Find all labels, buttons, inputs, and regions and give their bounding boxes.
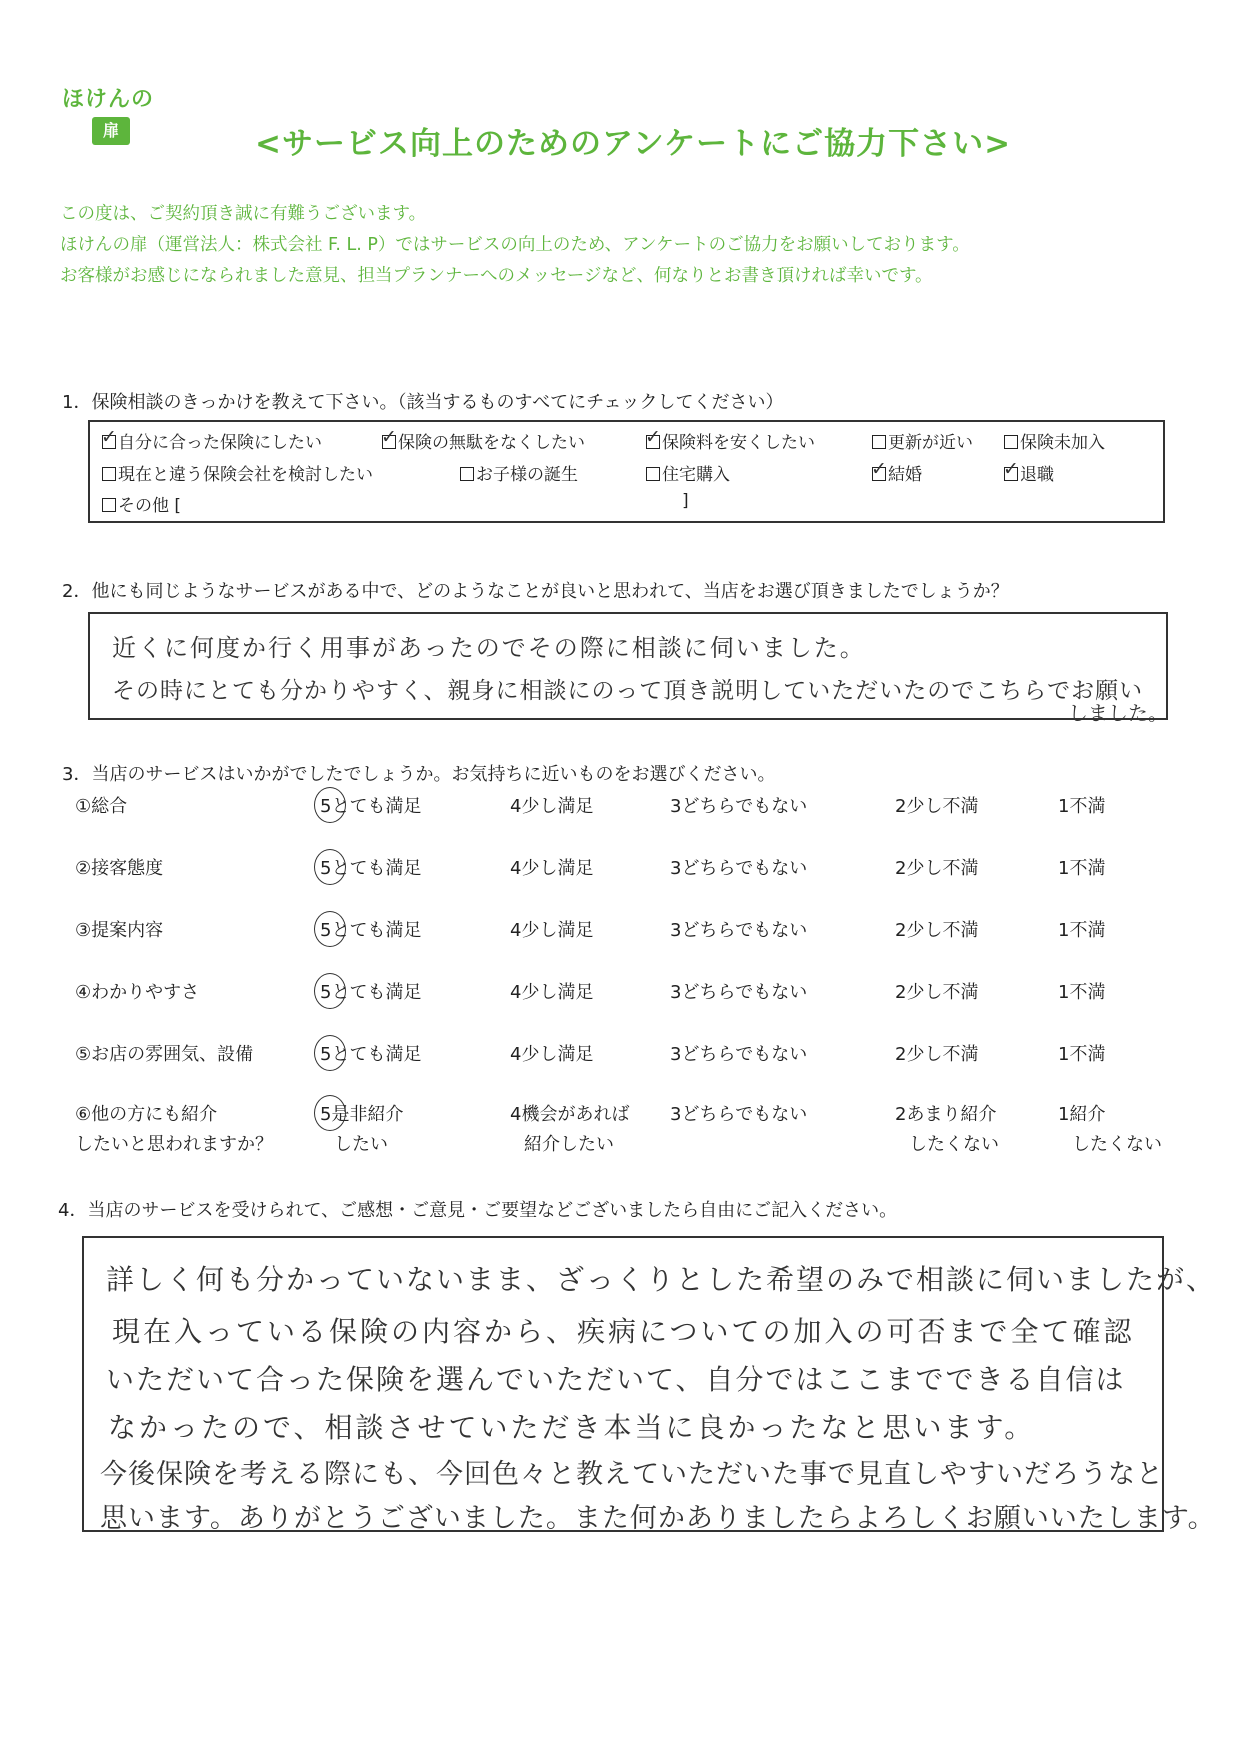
checkbox-home-purchase[interactable]: 住宅購入 [646,460,730,485]
question-3: 3．当店のサービスはいかがでしたでしょうか。お気持ちに近いものをお選びください。 [62,764,776,785]
selected-circle-mark [314,911,346,947]
rating-option-label: 2少し不満 [895,796,979,817]
rating-option-5[interactable] [320,1040,421,1070]
rating-option-1[interactable] [1058,978,1105,1008]
rating-option-label: 5とても満足 [320,858,422,879]
rating-row-label-line-1: ①総合 [75,796,128,817]
rating-option-3[interactable] [670,854,807,884]
checkbox-reduce-waste[interactable]: ✓ 保険の無駄をなくしたい [382,428,585,453]
rating-option-1[interactable] [1058,916,1105,946]
rating-option-label: 3どちらでもない [670,982,808,1003]
rating-row-label [75,978,199,1008]
logo-door-icon: 扉 [92,117,130,145]
rating-option-label: 5是非紹介 [320,1104,404,1125]
checkbox-mark [1004,435,1018,449]
rating-row-label-line-1: ④わかりやすさ [75,982,200,1003]
rating-row-label [75,1040,253,1070]
rating-option-label: 4機会があれば [510,1104,630,1125]
rating-option-label: 5とても満足 [320,982,422,1003]
rating-option-1[interactable] [1058,792,1105,822]
rating-option-label: 4少し満足 [510,1044,594,1065]
checkbox-uninsured[interactable]: 保険未加入 [1004,428,1105,453]
rating-row-label-line-1: ②接客態度 [75,858,164,879]
rating-option-2[interactable] [895,792,978,822]
rating-option-label: 2あまり紹介 [895,1104,997,1125]
selected-circle-mark [314,1035,346,1071]
rating-option-label: 3どちらでもない [670,1044,808,1065]
rating-option-label: 1不満 [1058,796,1106,817]
rating-option-2[interactable] [895,916,978,946]
rating-option-2[interactable] [895,1040,978,1070]
answer-4-line-1: 詳しく何も分かっていないまま、ざっくりとした希望のみで相談に伺いましたが、 [106,1263,1217,1296]
rating-option-3[interactable] [670,792,807,822]
company-logo [62,82,172,145]
rating-option-4[interactable] [510,916,593,946]
rating-option-label: 1不満 [1058,858,1106,879]
rating-option-5[interactable] [320,792,421,822]
checkbox-retirement[interactable]: ✓ 退職 [1004,460,1054,485]
rating-row-label-line-1: ③提案内容 [75,920,164,941]
intro-line-3: お客様がお感じになられました意見、担当プランナーへのメッセージなど、何なりとお書き頂ければ幸いです。 [60,266,933,286]
answer-4-line-4: なかったので、相談させていただき本当に良かったなと思います。 [108,1411,1036,1444]
checkbox-fit-insurance[interactable]: ✓自分に合った保険にしたい [102,428,322,453]
rating-option-1[interactable] [1058,1100,1162,1160]
answer-4-line-2: 現在入っている保険の内容から、疾病についての加入の可否まで全て確認 [112,1315,1135,1348]
rating-option-4[interactable] [510,978,593,1008]
answer-2-line-1: 近くに何度か行く用事があったのでその際に相談に伺いました。 [112,634,866,662]
rating-option-4[interactable] [510,1100,629,1160]
rating-row-label [75,916,163,946]
intro-line-1: この度は、ご契約頂き誠に有難うございます。 [60,204,427,224]
checkbox-other-company[interactable]: 現在と違う保険会社を検討したい [102,460,373,485]
rating-option-label: 4少し満足 [510,920,594,941]
rating-row-label-line-2: したいと思われますか？ [75,1134,273,1155]
rating-row-label [75,792,127,822]
checkbox-mark [872,467,886,481]
selected-circle-mark [314,1095,346,1131]
checkbox-mark [646,467,660,481]
checkbox-mark [646,435,660,449]
rating-option-5[interactable] [320,978,421,1008]
rating-option-label: 5とても満足 [320,920,422,941]
checkbox-marriage[interactable]: ✓ 結婚 [872,460,922,485]
checkbox-child-birth[interactable]: お子様の誕生 [460,460,578,485]
checkbox-other[interactable]: その他 [ [102,491,181,516]
rating-option-2[interactable] [895,854,978,884]
rating-option-4[interactable] [510,854,593,884]
other-bracket-close: ] [682,491,689,511]
rating-option-label-line-2: したくない [909,1134,999,1155]
checkbox-mark [460,467,474,481]
rating-option-3[interactable] [670,916,807,946]
logo-text: ほけんの [62,87,155,112]
rating-option-label: 3どちらでもない [670,796,808,817]
checkbox-mark [102,435,116,449]
rating-option-1[interactable] [1058,854,1105,884]
rating-row-label [75,1100,273,1160]
rating-option-label: 1不満 [1058,982,1106,1003]
checkbox-mark [872,435,886,449]
rating-option-label: 1不満 [1058,920,1106,941]
rating-option-label-line-2: 紹介したい [524,1134,614,1155]
rating-option-label: 5とても満足 [320,1044,422,1065]
rating-option-label: 2少し不満 [895,920,979,941]
answer-4-line-5: 今後保険を考える際にも、今回色々と教えていただいた事で見直しやすいだろうなと [100,1459,1164,1490]
rating-option-3[interactable] [670,1100,807,1130]
rating-option-label: 2少し不満 [895,1044,979,1065]
rating-option-2[interactable] [895,1100,999,1160]
rating-option-label: 3どちらでもない [670,858,808,879]
checkbox-mark [382,435,396,449]
question-1: 1．保険相談のきっかけを教えて下さい。（該当するものすべてにチェックしてください） [62,392,784,413]
page-title: <サービス向上のためのアンケートにご協力下さい> [255,126,1012,162]
rating-option-label: 4少し満足 [510,796,594,817]
rating-option-label: 3どちらでもない [670,1104,808,1125]
rating-option-label: 3どちらでもない [670,920,808,941]
rating-option-3[interactable] [670,1040,807,1070]
checkbox-mark [102,498,116,512]
answer-4-line-6: 思います。ありがとうございました。また何かありましたらよろしくお願いいたします。 [100,1503,1216,1534]
rating-option-2[interactable] [895,978,978,1008]
rating-option-label: 4少し満足 [510,982,594,1003]
rating-option-label: 1紹介 [1058,1104,1106,1125]
rating-option-5[interactable] [320,854,421,884]
rating-row-label-line-1: ⑥他の方にも紹介 [75,1104,218,1125]
checkbox-mark [102,467,116,481]
rating-option-label: 1不満 [1058,1044,1106,1065]
answer-2-line-2: その時にとても分かりやすく、親身に相談にのって頂き説明していただいたのでこちらでお願い [112,678,1144,704]
rating-option-label: 4少し満足 [510,858,594,879]
rating-option-1[interactable] [1058,1040,1105,1070]
checkbox-mark [1004,467,1018,481]
rating-option-label: 2少し不満 [895,858,979,879]
rating-option-label: 2少し不満 [895,982,979,1003]
rating-option-label-line-2: したい [334,1134,388,1155]
checkbox-lower-premium[interactable]: ✓ 保険料を安くしたい [646,428,815,453]
answer-2-line-3: しました。 [1068,701,1168,725]
rating-option-4[interactable] [510,1040,593,1070]
question-4: 4．当店のサービスを受けられて、ご感想・ご意見・ご要望などございましたら自由にご記入ください。 [58,1200,898,1221]
selected-circle-mark [314,849,346,885]
answer-4-line-3: いただいて合った保険を選んでいただいて、自分ではここまでできる自信は [106,1363,1126,1396]
rating-row-label [75,854,163,884]
checkbox-renewal-near[interactable]: 更新が近い [872,428,973,453]
selected-circle-mark [314,973,346,1009]
intro-line-2: ほけんの扉（運営法人：株式会社 F. L. P）ではサービスの向上のため、アンケートのご協力をお願いしております。 [60,235,970,255]
rating-option-5[interactable] [320,916,421,946]
rating-option-label: 5とても満足 [320,796,422,817]
question-2: 2．他にも同じようなサービスがある中で、どのようなことが良いと思われて、当店をお選び頂きましたでしょうか？ [62,581,1009,602]
rating-option-4[interactable] [510,792,593,822]
rating-option-5[interactable] [320,1100,403,1160]
selected-circle-mark [314,787,346,823]
rating-option-label-line-2: したくない [1072,1134,1162,1155]
rating-row-label-line-1: ⑤お店の雰囲気、設備 [75,1044,254,1065]
rating-option-3[interactable] [670,978,807,1008]
